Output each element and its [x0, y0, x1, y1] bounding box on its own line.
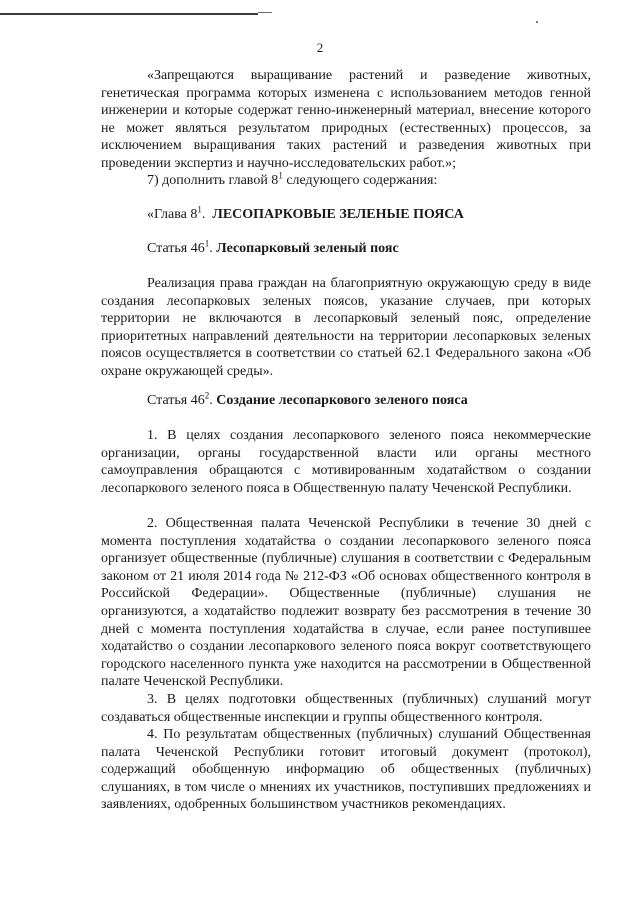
scan-edge-line: [0, 13, 258, 15]
article-1-title: Лесопарковый зеленый пояс: [216, 241, 399, 256]
article-1-superscript: 1: [204, 238, 210, 249]
quote-paragraph: «Запрещаются выращивание растений и разведение животных, генетическая программа которых изменена с использованием методов генной инженерии и которые содержат генно-инженерный материал, внесение которого не может являться результатом природных (естественных) процессов, за исключением выращивания таких растений и разведения животных при проведении экспертиз и научно-исследовательских работ.»;: [101, 68, 591, 171]
article-1-text: Реализация права граждан на благоприятную окружающую среду в виде создания лесопарковых зеленых поясов, указание случаев, при которых территории не включаются в лесопарковый зеленый пояс, определение приоритетных направлений деятельности на территории лесопарковых зеленых поясов осуществляется в соответствии со статьей 62.1 Федерального закона «Об охране окружающей среды».: [101, 276, 591, 379]
article-2-dot: .: [209, 393, 213, 408]
article-2-paragraph-2: 2. Общественная палата Чеченской Республики в течение 30 дней с момента поступления ходатайства о создании лесопаркового зеленого пояса организует общественные (публичные) слушания в соответствии с Федеральным законом от 21 июля 2014 года № 212-ФЗ «Об основах общественного контроля в Российской Федерации». Общественные (публичные) слушания не организуются, а ходатайство подлежит возврату без рассмотрения в течение 30 дней с момента поступления ходатайства в случае, если ранее поступившее ходатайство о создании лесопаркового зеленого пояса вокруг соответствующего городского населенного пункта уже находится на рассмотрении в Общественной палате Чеченской Республики.: [101, 516, 591, 690]
scan-speck: [536, 21, 538, 23]
article-1-heading: [147, 240, 399, 258]
article-2-paragraph-1: 1. В целях создания лесопаркового зеленого пояса некоммерческие организации, органы государственной власти или органы местного самоуправления обращаются с мотивированным ходатайством о создании лесопаркового зеленого пояса в Общественную палату Чеченской Республики.: [101, 428, 591, 496]
article-2-prefix: Статья 46: [147, 393, 205, 408]
scan-edge-line-tail: [258, 12, 272, 13]
page-number: 2: [316, 40, 324, 55]
article-2-paragraph-4: 4. По результатам общественных (публичных) слушаний Общественная палата Чеченской Республики готовит итоговый документ (протокол), содержащий обобщенную информацию об общественных (публичных) слушаниях, в том числе о мнениях их участников, поступивших предложениях и заявлениях, одобренных большинством участников рекомендациях.: [101, 727, 591, 813]
chapter-title: ЛЕСОПАРКОВЫЕ ЗЕЛЕНЫЕ ПОЯСА: [212, 207, 464, 222]
chapter-dot: .: [201, 207, 206, 222]
item-7-superscript: 1: [278, 170, 283, 181]
article-2-paragraph-3: 3. В целях подготовки общественных (публичных) слушаний могут создаваться общественные инспекции и группы общественного контроля.: [101, 692, 591, 725]
item-7-text-end: следующего содержания:: [282, 173, 438, 188]
chapter-superscript: 1: [197, 204, 202, 215]
article-1-prefix: Статья 46: [147, 241, 205, 256]
article-2-title: Создание лесопаркового зеленого пояса: [216, 393, 468, 408]
item-7-line: [101, 172, 591, 190]
article-2-heading: [147, 392, 468, 410]
article-2-superscript: 2: [204, 390, 210, 401]
item-7-text: 7) дополнить главой 8: [147, 173, 279, 188]
chapter-prefix: «Глава 8: [147, 207, 198, 222]
chapter-heading: [147, 206, 464, 224]
article-1-dot: .: [209, 241, 213, 256]
